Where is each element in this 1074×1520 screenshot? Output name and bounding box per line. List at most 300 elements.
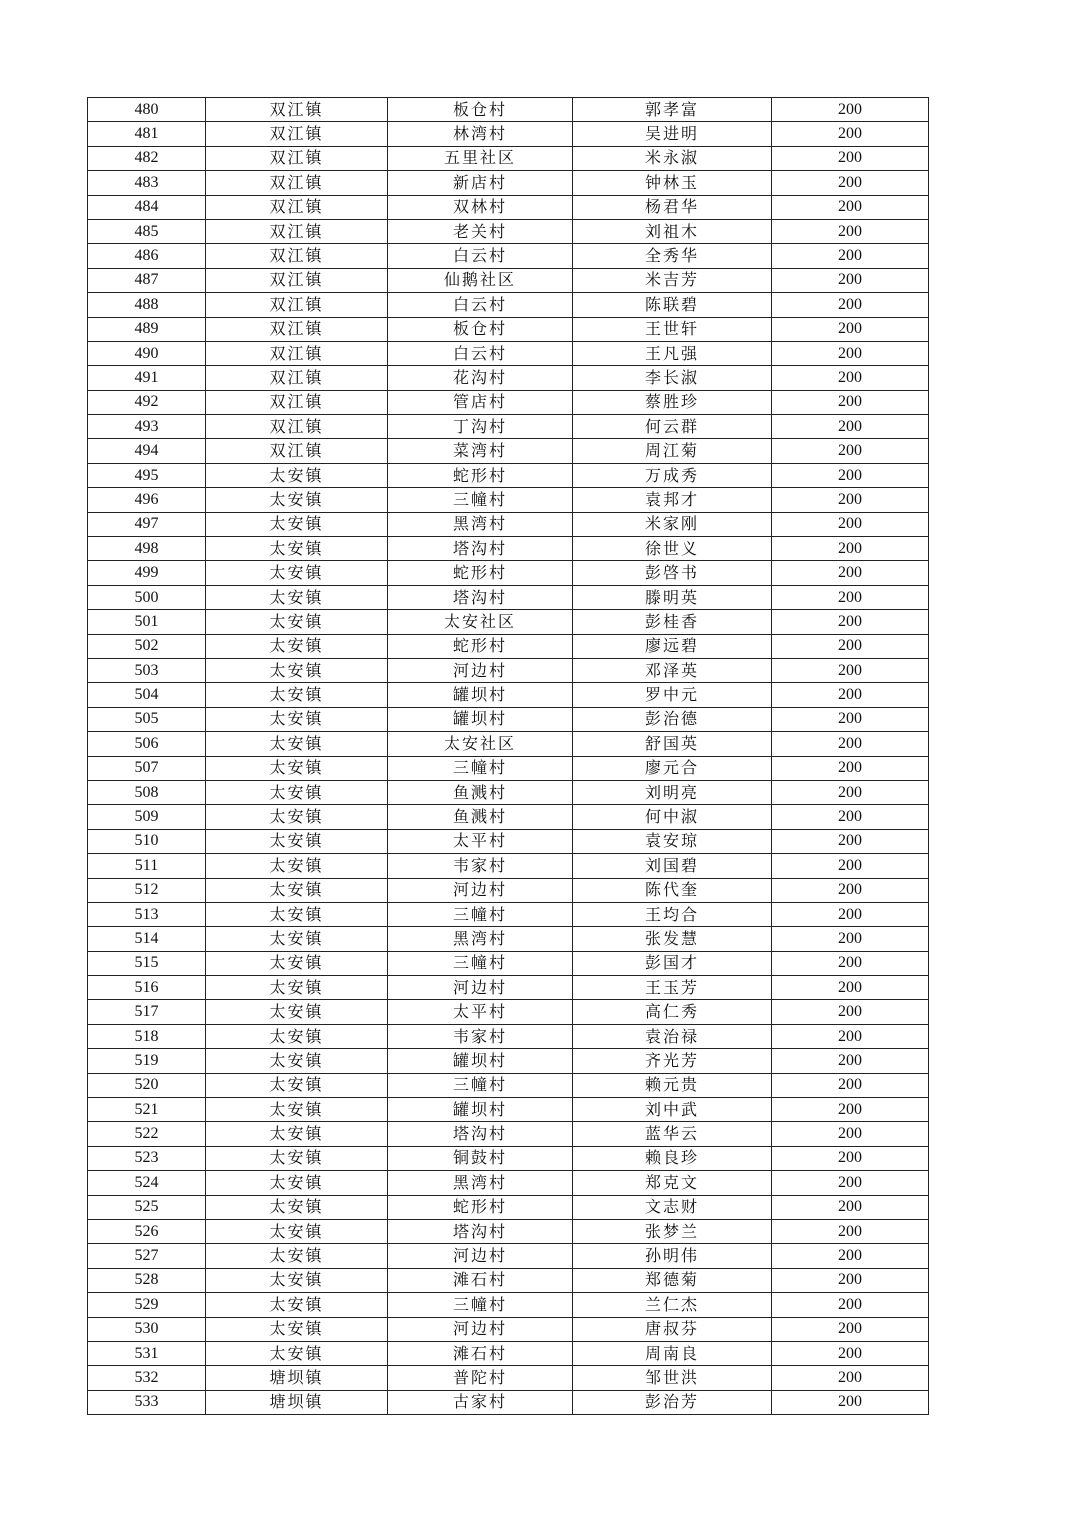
town-cell: 太安镇 — [206, 1146, 388, 1170]
village-cell: 太安社区 — [388, 610, 573, 634]
row-number-cell: 484 — [88, 195, 206, 219]
town-cell: 双江镇 — [206, 122, 388, 146]
amount-cell: 200 — [772, 902, 929, 926]
person-name-cell: 廖远碧 — [573, 634, 772, 658]
village-cell: 黑湾村 — [388, 927, 573, 951]
amount-cell: 200 — [772, 1366, 929, 1390]
row-number-cell: 511 — [88, 854, 206, 878]
village-cell: 蛇形村 — [388, 561, 573, 585]
row-number-cell: 493 — [88, 415, 206, 439]
amount-cell: 200 — [772, 1122, 929, 1146]
amount-cell: 200 — [772, 927, 929, 951]
town-cell: 太安镇 — [206, 537, 388, 561]
person-name-cell: 彭啓书 — [573, 561, 772, 585]
village-cell: 太平村 — [388, 829, 573, 853]
table-row — [88, 463, 929, 487]
amount-cell: 200 — [772, 1024, 929, 1048]
row-number-cell: 482 — [88, 146, 206, 170]
town-cell: 太安镇 — [206, 951, 388, 975]
town-cell: 太安镇 — [206, 1049, 388, 1073]
row-number-cell: 527 — [88, 1244, 206, 1268]
amount-cell: 200 — [772, 780, 929, 804]
row-number-cell: 519 — [88, 1049, 206, 1073]
village-cell: 黑湾村 — [388, 512, 573, 536]
town-cell: 双江镇 — [206, 171, 388, 195]
town-cell: 太安镇 — [206, 1244, 388, 1268]
person-name-cell: 孙明伟 — [573, 1244, 772, 1268]
village-cell: 太平村 — [388, 1000, 573, 1024]
table-row — [88, 1317, 929, 1341]
amount-cell: 200 — [772, 512, 929, 536]
table-row — [88, 1122, 929, 1146]
village-cell: 罐坝村 — [388, 1098, 573, 1122]
amount-cell: 200 — [772, 976, 929, 1000]
table-row — [88, 1390, 929, 1414]
table-row — [88, 1195, 929, 1219]
village-cell: 三幢村 — [388, 951, 573, 975]
amount-cell: 200 — [772, 1073, 929, 1097]
person-name-cell: 唐叔芬 — [573, 1317, 772, 1341]
person-name-cell: 罗中元 — [573, 683, 772, 707]
table-row — [88, 561, 929, 585]
town-cell: 双江镇 — [206, 366, 388, 390]
row-number-cell: 521 — [88, 1098, 206, 1122]
village-cell: 河边村 — [388, 976, 573, 1000]
village-cell: 菜湾村 — [388, 439, 573, 463]
table-row — [88, 1098, 929, 1122]
village-cell: 老关村 — [388, 219, 573, 243]
amount-cell: 200 — [772, 683, 929, 707]
row-number-cell: 529 — [88, 1293, 206, 1317]
table-row — [88, 683, 929, 707]
row-number-cell: 481 — [88, 122, 206, 146]
row-number-cell: 526 — [88, 1219, 206, 1243]
table-row — [88, 732, 929, 756]
table-row — [88, 1171, 929, 1195]
village-cell: 三幢村 — [388, 488, 573, 512]
table-row — [88, 439, 929, 463]
table-row — [88, 146, 929, 170]
table-row — [88, 829, 929, 853]
village-cell: 韦家村 — [388, 1024, 573, 1048]
amount-cell: 200 — [772, 634, 929, 658]
table-row — [88, 98, 929, 122]
town-cell: 双江镇 — [206, 439, 388, 463]
village-cell: 五里社区 — [388, 146, 573, 170]
town-cell: 塘坝镇 — [206, 1390, 388, 1414]
person-name-cell: 刘国碧 — [573, 854, 772, 878]
row-number-cell: 487 — [88, 268, 206, 292]
village-cell: 板仓村 — [388, 98, 573, 122]
person-name-cell: 徐世义 — [573, 537, 772, 561]
person-name-cell: 刘明亮 — [573, 780, 772, 804]
amount-cell: 200 — [772, 415, 929, 439]
amount-cell: 200 — [772, 1341, 929, 1365]
town-cell: 塘坝镇 — [206, 1366, 388, 1390]
village-cell: 韦家村 — [388, 854, 573, 878]
village-cell: 双林村 — [388, 195, 573, 219]
town-cell: 太安镇 — [206, 585, 388, 609]
row-number-cell: 507 — [88, 756, 206, 780]
village-cell: 黑湾村 — [388, 1171, 573, 1195]
table-row — [88, 927, 929, 951]
table-row — [88, 1293, 929, 1317]
person-name-cell: 米家刚 — [573, 512, 772, 536]
village-cell: 板仓村 — [388, 317, 573, 341]
town-cell: 双江镇 — [206, 146, 388, 170]
town-cell: 双江镇 — [206, 219, 388, 243]
amount-cell: 200 — [772, 146, 929, 170]
town-cell: 太安镇 — [206, 854, 388, 878]
table-body — [88, 98, 929, 1415]
table-row — [88, 780, 929, 804]
table-row — [88, 1219, 929, 1243]
village-cell: 河边村 — [388, 878, 573, 902]
table-row — [88, 512, 929, 536]
person-name-cell: 米永淑 — [573, 146, 772, 170]
row-number-cell: 496 — [88, 488, 206, 512]
table-row — [88, 976, 929, 1000]
person-name-cell: 陈代奎 — [573, 878, 772, 902]
person-name-cell: 袁邦才 — [573, 488, 772, 512]
amount-cell: 200 — [772, 1049, 929, 1073]
person-name-cell: 蓝华云 — [573, 1122, 772, 1146]
amount-cell: 200 — [772, 1000, 929, 1024]
village-cell: 塔沟村 — [388, 1219, 573, 1243]
amount-cell: 200 — [772, 1390, 929, 1414]
person-name-cell: 彭桂香 — [573, 610, 772, 634]
person-name-cell: 廖元合 — [573, 756, 772, 780]
row-number-cell: 504 — [88, 683, 206, 707]
row-number-cell: 490 — [88, 341, 206, 365]
town-cell: 太安镇 — [206, 829, 388, 853]
town-cell: 太安镇 — [206, 1000, 388, 1024]
row-number-cell: 514 — [88, 927, 206, 951]
village-cell: 三幢村 — [388, 1293, 573, 1317]
town-cell: 太安镇 — [206, 1171, 388, 1195]
town-cell: 太安镇 — [206, 1098, 388, 1122]
beneficiary-table — [87, 97, 929, 1415]
table-row — [88, 244, 929, 268]
row-number-cell: 502 — [88, 634, 206, 658]
town-cell: 太安镇 — [206, 805, 388, 829]
amount-cell: 200 — [772, 707, 929, 731]
person-name-cell: 高仁秀 — [573, 1000, 772, 1024]
amount-cell: 200 — [772, 1317, 929, 1341]
amount-cell: 200 — [772, 756, 929, 780]
table-row — [88, 634, 929, 658]
table-row — [88, 1366, 929, 1390]
table-row — [88, 1073, 929, 1097]
amount-cell: 200 — [772, 537, 929, 561]
town-cell: 双江镇 — [206, 98, 388, 122]
person-name-cell: 蔡胜珍 — [573, 390, 772, 414]
town-cell: 太安镇 — [206, 976, 388, 1000]
town-cell: 太安镇 — [206, 1195, 388, 1219]
amount-cell: 200 — [772, 317, 929, 341]
amount-cell: 200 — [772, 585, 929, 609]
table-row — [88, 341, 929, 365]
town-cell: 太安镇 — [206, 878, 388, 902]
row-number-cell: 503 — [88, 658, 206, 682]
amount-cell: 200 — [772, 341, 929, 365]
amount-cell: 200 — [772, 1171, 929, 1195]
town-cell: 太安镇 — [206, 634, 388, 658]
village-cell: 蛇形村 — [388, 1195, 573, 1219]
village-cell: 塔沟村 — [388, 537, 573, 561]
village-cell: 太安社区 — [388, 732, 573, 756]
person-name-cell: 郭孝富 — [573, 98, 772, 122]
person-name-cell: 邹世洪 — [573, 1366, 772, 1390]
amount-cell: 200 — [772, 219, 929, 243]
village-cell: 河边村 — [388, 1244, 573, 1268]
person-name-cell: 彭国才 — [573, 951, 772, 975]
person-name-cell: 全秀华 — [573, 244, 772, 268]
village-cell: 三幢村 — [388, 756, 573, 780]
table-row — [88, 805, 929, 829]
amount-cell: 200 — [772, 488, 929, 512]
town-cell: 太安镇 — [206, 756, 388, 780]
row-number-cell: 499 — [88, 561, 206, 585]
row-number-cell: 513 — [88, 902, 206, 926]
village-cell: 白云村 — [388, 293, 573, 317]
amount-cell: 200 — [772, 98, 929, 122]
town-cell: 太安镇 — [206, 683, 388, 707]
row-number-cell: 530 — [88, 1317, 206, 1341]
person-name-cell: 滕明英 — [573, 585, 772, 609]
amount-cell: 200 — [772, 829, 929, 853]
table-row — [88, 854, 929, 878]
amount-cell: 200 — [772, 1219, 929, 1243]
row-number-cell: 531 — [88, 1341, 206, 1365]
row-number-cell: 520 — [88, 1073, 206, 1097]
person-name-cell: 张梦兰 — [573, 1219, 772, 1243]
table-row — [88, 537, 929, 561]
village-cell: 普陀村 — [388, 1366, 573, 1390]
village-cell: 三幢村 — [388, 1073, 573, 1097]
amount-cell: 200 — [772, 439, 929, 463]
row-number-cell: 494 — [88, 439, 206, 463]
amount-cell: 200 — [772, 244, 929, 268]
person-name-cell: 袁治禄 — [573, 1024, 772, 1048]
person-name-cell: 刘中武 — [573, 1098, 772, 1122]
person-name-cell: 张发慧 — [573, 927, 772, 951]
town-cell: 双江镇 — [206, 268, 388, 292]
town-cell: 太安镇 — [206, 1122, 388, 1146]
person-name-cell: 万成秀 — [573, 463, 772, 487]
person-name-cell: 赖元贵 — [573, 1073, 772, 1097]
amount-cell: 200 — [772, 732, 929, 756]
person-name-cell: 周江菊 — [573, 439, 772, 463]
amount-cell: 200 — [772, 122, 929, 146]
row-number-cell: 528 — [88, 1268, 206, 1292]
table-row — [88, 585, 929, 609]
village-cell: 河边村 — [388, 658, 573, 682]
row-number-cell: 524 — [88, 1171, 206, 1195]
row-number-cell: 483 — [88, 171, 206, 195]
row-number-cell: 497 — [88, 512, 206, 536]
town-cell: 太安镇 — [206, 707, 388, 731]
row-number-cell: 533 — [88, 1390, 206, 1414]
person-name-cell: 郑德菊 — [573, 1268, 772, 1292]
table-row — [88, 1341, 929, 1365]
amount-cell: 200 — [772, 268, 929, 292]
town-cell: 双江镇 — [206, 317, 388, 341]
town-cell: 双江镇 — [206, 390, 388, 414]
town-cell: 双江镇 — [206, 293, 388, 317]
town-cell: 太安镇 — [206, 780, 388, 804]
row-number-cell: 509 — [88, 805, 206, 829]
town-cell: 双江镇 — [206, 341, 388, 365]
village-cell: 滩石村 — [388, 1268, 573, 1292]
village-cell: 鱼溅村 — [388, 805, 573, 829]
village-cell: 仙鹅社区 — [388, 268, 573, 292]
village-cell: 塔沟村 — [388, 585, 573, 609]
row-number-cell: 491 — [88, 366, 206, 390]
table-row — [88, 268, 929, 292]
village-cell: 罐坝村 — [388, 683, 573, 707]
village-cell: 罐坝村 — [388, 707, 573, 731]
town-cell: 太安镇 — [206, 1317, 388, 1341]
table-row — [88, 317, 929, 341]
amount-cell: 200 — [772, 171, 929, 195]
town-cell: 太安镇 — [206, 1219, 388, 1243]
village-cell: 塔沟村 — [388, 1122, 573, 1146]
person-name-cell: 王均合 — [573, 902, 772, 926]
table-row — [88, 415, 929, 439]
village-cell: 花沟村 — [388, 366, 573, 390]
table-row — [88, 171, 929, 195]
town-cell: 太安镇 — [206, 561, 388, 585]
row-number-cell: 488 — [88, 293, 206, 317]
row-number-cell: 525 — [88, 1195, 206, 1219]
table-row — [88, 122, 929, 146]
town-cell: 太安镇 — [206, 927, 388, 951]
village-cell: 河边村 — [388, 1317, 573, 1341]
town-cell: 双江镇 — [206, 195, 388, 219]
amount-cell: 200 — [772, 1244, 929, 1268]
village-cell: 白云村 — [388, 341, 573, 365]
row-number-cell: 485 — [88, 219, 206, 243]
amount-cell: 200 — [772, 463, 929, 487]
row-number-cell: 515 — [88, 951, 206, 975]
table-row — [88, 756, 929, 780]
person-name-cell: 齐光芳 — [573, 1049, 772, 1073]
row-number-cell: 480 — [88, 98, 206, 122]
row-number-cell: 492 — [88, 390, 206, 414]
row-number-cell: 522 — [88, 1122, 206, 1146]
person-name-cell: 王凡强 — [573, 341, 772, 365]
amount-cell: 200 — [772, 1195, 929, 1219]
village-cell: 蛇形村 — [388, 463, 573, 487]
amount-cell: 200 — [772, 610, 929, 634]
row-number-cell: 495 — [88, 463, 206, 487]
village-cell: 古家村 — [388, 1390, 573, 1414]
row-number-cell: 489 — [88, 317, 206, 341]
town-cell: 太安镇 — [206, 732, 388, 756]
row-number-cell: 523 — [88, 1146, 206, 1170]
row-number-cell: 500 — [88, 585, 206, 609]
table-row — [88, 195, 929, 219]
village-cell: 管店村 — [388, 390, 573, 414]
town-cell: 双江镇 — [206, 244, 388, 268]
table-row — [88, 878, 929, 902]
town-cell: 太安镇 — [206, 512, 388, 536]
row-number-cell: 512 — [88, 878, 206, 902]
village-cell: 鱼溅村 — [388, 780, 573, 804]
village-cell: 林湾村 — [388, 122, 573, 146]
row-number-cell: 532 — [88, 1366, 206, 1390]
person-name-cell: 王玉芳 — [573, 976, 772, 1000]
row-number-cell: 486 — [88, 244, 206, 268]
village-cell: 滩石村 — [388, 1341, 573, 1365]
table-row — [88, 1000, 929, 1024]
table-row — [88, 951, 929, 975]
row-number-cell: 508 — [88, 780, 206, 804]
village-cell: 罐坝村 — [388, 1049, 573, 1073]
village-cell: 铜鼓村 — [388, 1146, 573, 1170]
table-row — [88, 707, 929, 731]
person-name-cell: 周南良 — [573, 1341, 772, 1365]
village-cell: 三幢村 — [388, 902, 573, 926]
table-row — [88, 219, 929, 243]
amount-cell: 200 — [772, 366, 929, 390]
town-cell: 太安镇 — [206, 1024, 388, 1048]
village-cell: 蛇形村 — [388, 634, 573, 658]
row-number-cell: 506 — [88, 732, 206, 756]
row-number-cell: 510 — [88, 829, 206, 853]
person-name-cell: 陈联碧 — [573, 293, 772, 317]
town-cell: 双江镇 — [206, 415, 388, 439]
row-number-cell: 516 — [88, 976, 206, 1000]
town-cell: 太安镇 — [206, 902, 388, 926]
person-name-cell: 袁安琼 — [573, 829, 772, 853]
table-row — [88, 293, 929, 317]
person-name-cell: 邓泽英 — [573, 658, 772, 682]
person-name-cell: 舒国英 — [573, 732, 772, 756]
table-row — [88, 1244, 929, 1268]
amount-cell: 200 — [772, 1268, 929, 1292]
village-cell: 白云村 — [388, 244, 573, 268]
row-number-cell: 501 — [88, 610, 206, 634]
person-name-cell: 彭治芳 — [573, 1390, 772, 1414]
person-name-cell: 何云群 — [573, 415, 772, 439]
town-cell: 太安镇 — [206, 658, 388, 682]
village-cell: 丁沟村 — [388, 415, 573, 439]
table-row — [88, 366, 929, 390]
town-cell: 太安镇 — [206, 463, 388, 487]
amount-cell: 200 — [772, 658, 929, 682]
table-row — [88, 902, 929, 926]
town-cell: 太安镇 — [206, 1073, 388, 1097]
person-name-cell: 杨君华 — [573, 195, 772, 219]
amount-cell: 200 — [772, 1146, 929, 1170]
amount-cell: 200 — [772, 195, 929, 219]
amount-cell: 200 — [772, 293, 929, 317]
table-row — [88, 488, 929, 512]
village-cell: 新店村 — [388, 171, 573, 195]
person-name-cell: 吴进明 — [573, 122, 772, 146]
table-row — [88, 658, 929, 682]
amount-cell: 200 — [772, 854, 929, 878]
amount-cell: 200 — [772, 805, 929, 829]
person-name-cell: 何中淑 — [573, 805, 772, 829]
table-row — [88, 610, 929, 634]
town-cell: 太安镇 — [206, 1341, 388, 1365]
amount-cell: 200 — [772, 1293, 929, 1317]
row-number-cell: 518 — [88, 1024, 206, 1048]
person-name-cell: 米吉芳 — [573, 268, 772, 292]
